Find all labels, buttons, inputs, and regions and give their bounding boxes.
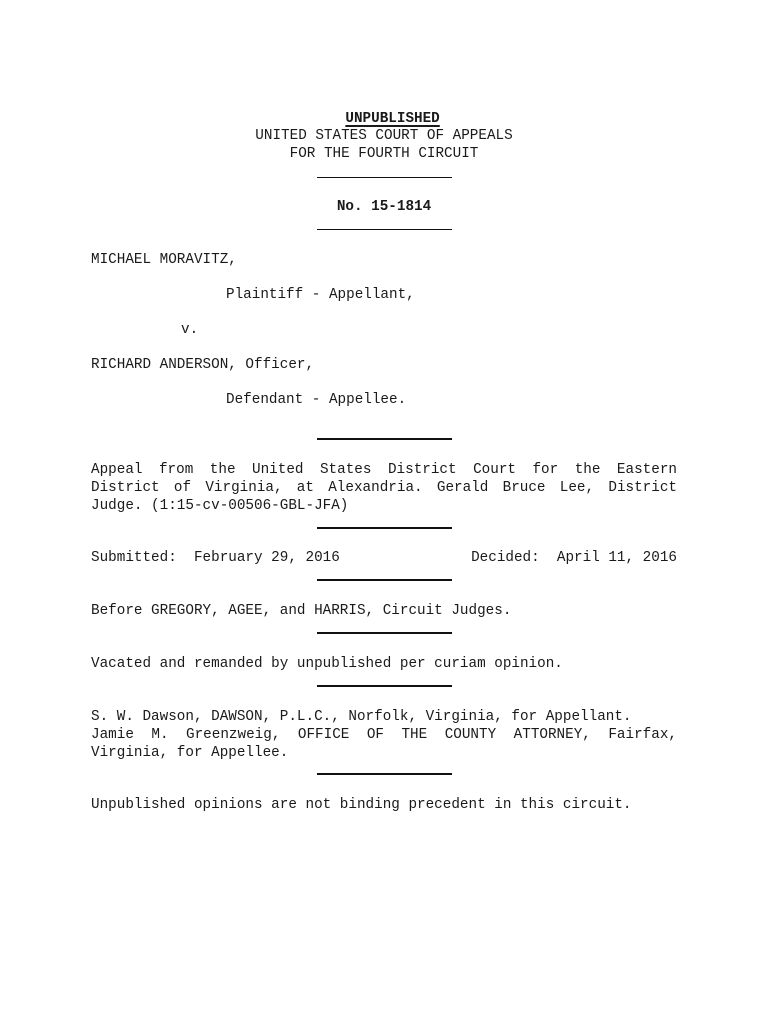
divider-rule (317, 632, 452, 634)
divider-rule (317, 527, 452, 529)
divider-rule (317, 685, 452, 687)
court-name-line1: UNITED STATES COURT OF APPEALS (255, 128, 513, 144)
unpublished-label: UNPUBLISHED (345, 111, 440, 127)
precedent-note: Unpublished opinions are not binding precedent in this circuit. (91, 797, 632, 813)
counsel-appellee: Jamie M. Greenzweig, OFFICE OF THE COUNTY ATTORNEY, Fairfax, Virginia, for Appellee. (91, 727, 677, 761)
divider-rule (317, 438, 452, 440)
defendant-role: Defendant - Appellee. (226, 392, 407, 408)
court-name-line2: FOR THE FOURTH CIRCUIT (289, 146, 479, 162)
unpublished-heading (0, 92, 768, 128)
decided-date: Decided: April 11, 2016 (471, 550, 677, 566)
divider-rule (317, 229, 452, 230)
defendant-name: RICHARD ANDERSON, Officer, (91, 357, 315, 373)
divider-rule (317, 773, 452, 775)
panel-judges: Before GREGORY, AGEE, and HARRIS, Circuit Judges. (91, 603, 512, 619)
appeal-paragraph: Appeal from the United States District Court for the Eastern District of Virginia, at Alexandria. Gerald Bruce Lee, District Judge. (1:15-cv-00506-GBL-JFA) (91, 462, 677, 514)
counsel-appellant: S. W. Dawson, DAWSON, P.L.C., Norfolk, Virginia, for Appellant. (91, 709, 632, 725)
plaintiff-name: MICHAEL MORAVITZ, (91, 252, 237, 268)
divider-rule (317, 579, 452, 581)
versus-label: v. (181, 322, 199, 338)
dates-row (91, 549, 677, 567)
plaintiff-role: Plaintiff - Appellant, (226, 287, 415, 303)
divider-rule (317, 177, 452, 178)
submitted-date: Submitted: February 29, 2016 (91, 550, 340, 566)
case-number: No. 15-1814 (336, 199, 432, 215)
disposition: Vacated and remanded by unpublished per curiam opinion. (91, 656, 563, 672)
